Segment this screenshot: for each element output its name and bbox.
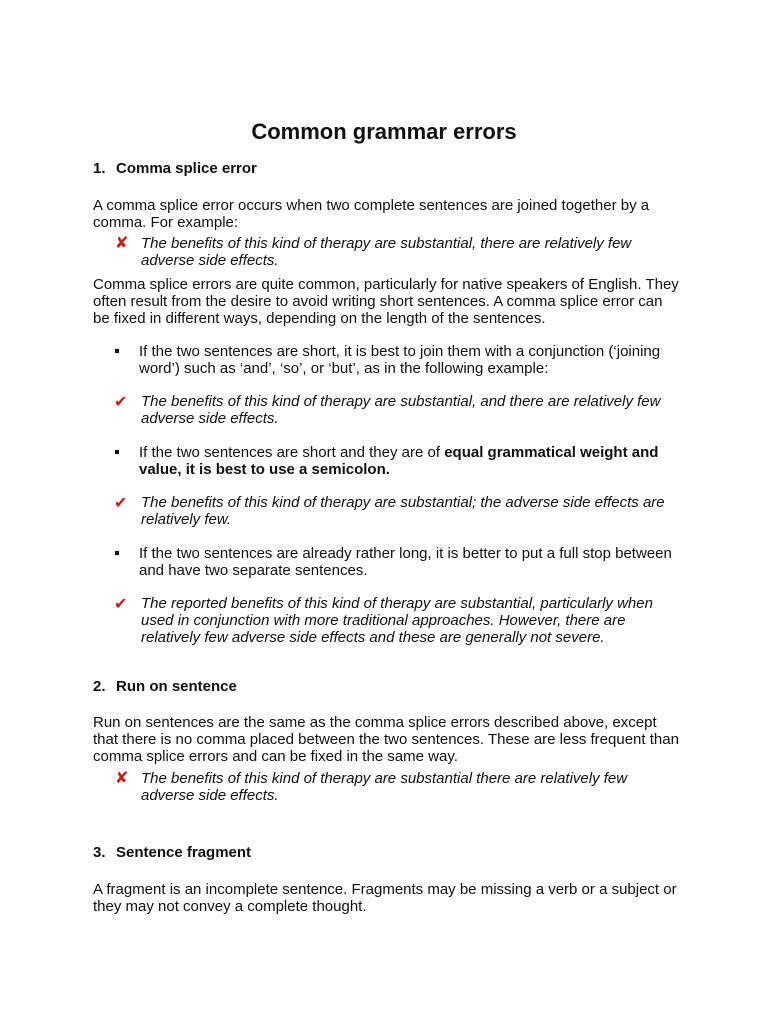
check-icon: ✔ [114, 394, 128, 411]
wrong-example [114, 770, 684, 804]
section-explanation: Comma splice errors are quite common, particularly for native speakers of English. They often result from the desire to avoid writing short sentences. A comma splice error can be fixed in different ways, depending on the length of the sentences. [93, 276, 679, 327]
section-intro: A fragment is an incomplete sentence. Fragments may be missing a verb or a subject or they may not convey a complete thought. [93, 881, 677, 915]
section-heading-comma-splice [93, 160, 257, 178]
list-item [115, 444, 675, 478]
bullet-icon [115, 551, 119, 555]
example-text: The benefits of this kind of therapy are substantial, and there are relatively few adverse side effects. [141, 393, 661, 427]
bullet-text: If the two sentences are short and they are of equal grammatical weight and value, it is best to use a semicolon. [139, 444, 659, 478]
section-heading-fragment [93, 844, 251, 862]
section-title: Sentence fragment [116, 844, 252, 861]
page-title: Common grammar errors [251, 119, 517, 144]
check-icon: ✔ [114, 495, 128, 512]
cross-icon: ✘ [115, 235, 129, 252]
example-text: The benefits of this kind of therapy are substantial, there are relatively few adverse side effects. [141, 235, 632, 269]
bullet-text: If the two sentences are already rather long, it is better to put a full stop between and have two separate sentences. [139, 545, 672, 579]
correct-example [114, 393, 684, 427]
bullet-icon [115, 450, 119, 454]
example-text: The reported benefits of this kind of therapy are substantial, particularly when used in conjunction with more traditional approaches. However, there are relatively few adverse side effects and these are generally not severe. [141, 595, 653, 646]
correct-example [114, 494, 684, 528]
bullet-icon [115, 349, 119, 353]
bold-emphasis: equal grammatical weight and value, it is best to use a semicolon. [139, 444, 659, 478]
example-text: The benefits of this kind of therapy are substantial; the adverse side effects are relatively few. [141, 494, 665, 528]
list-item [115, 343, 675, 377]
correct-example [114, 595, 684, 646]
wrong-example [114, 235, 684, 269]
check-icon: ✔ [114, 596, 128, 613]
cross-icon: ✘ [115, 770, 129, 787]
section-title: Comma splice error [116, 160, 257, 177]
section-number: 1. [93, 160, 106, 177]
list-item [115, 545, 675, 579]
section-title: Run on sentence [116, 678, 237, 695]
section-number: 2. [93, 678, 106, 695]
section-number: 3. [93, 844, 106, 861]
section-intro: A comma splice error occurs when two complete sentences are joined together by a comma. For example: [93, 197, 650, 231]
section-heading-run-on [93, 678, 237, 696]
example-text: The benefits of this kind of therapy are substantial there are relatively few adverse side effects. [141, 770, 628, 804]
bullet-text: If the two sentences are short, it is best to join them with a conjunction (‘joining word’) such as ‘and’, ‘so’, or ‘but’, as in the following example: [139, 343, 661, 377]
section-intro: Run on sentences are the same as the comma splice errors described above, except that there is no comma placed between the two sentences. These are less frequent than comma splice errors and can be fixed in the same way. [93, 714, 679, 765]
